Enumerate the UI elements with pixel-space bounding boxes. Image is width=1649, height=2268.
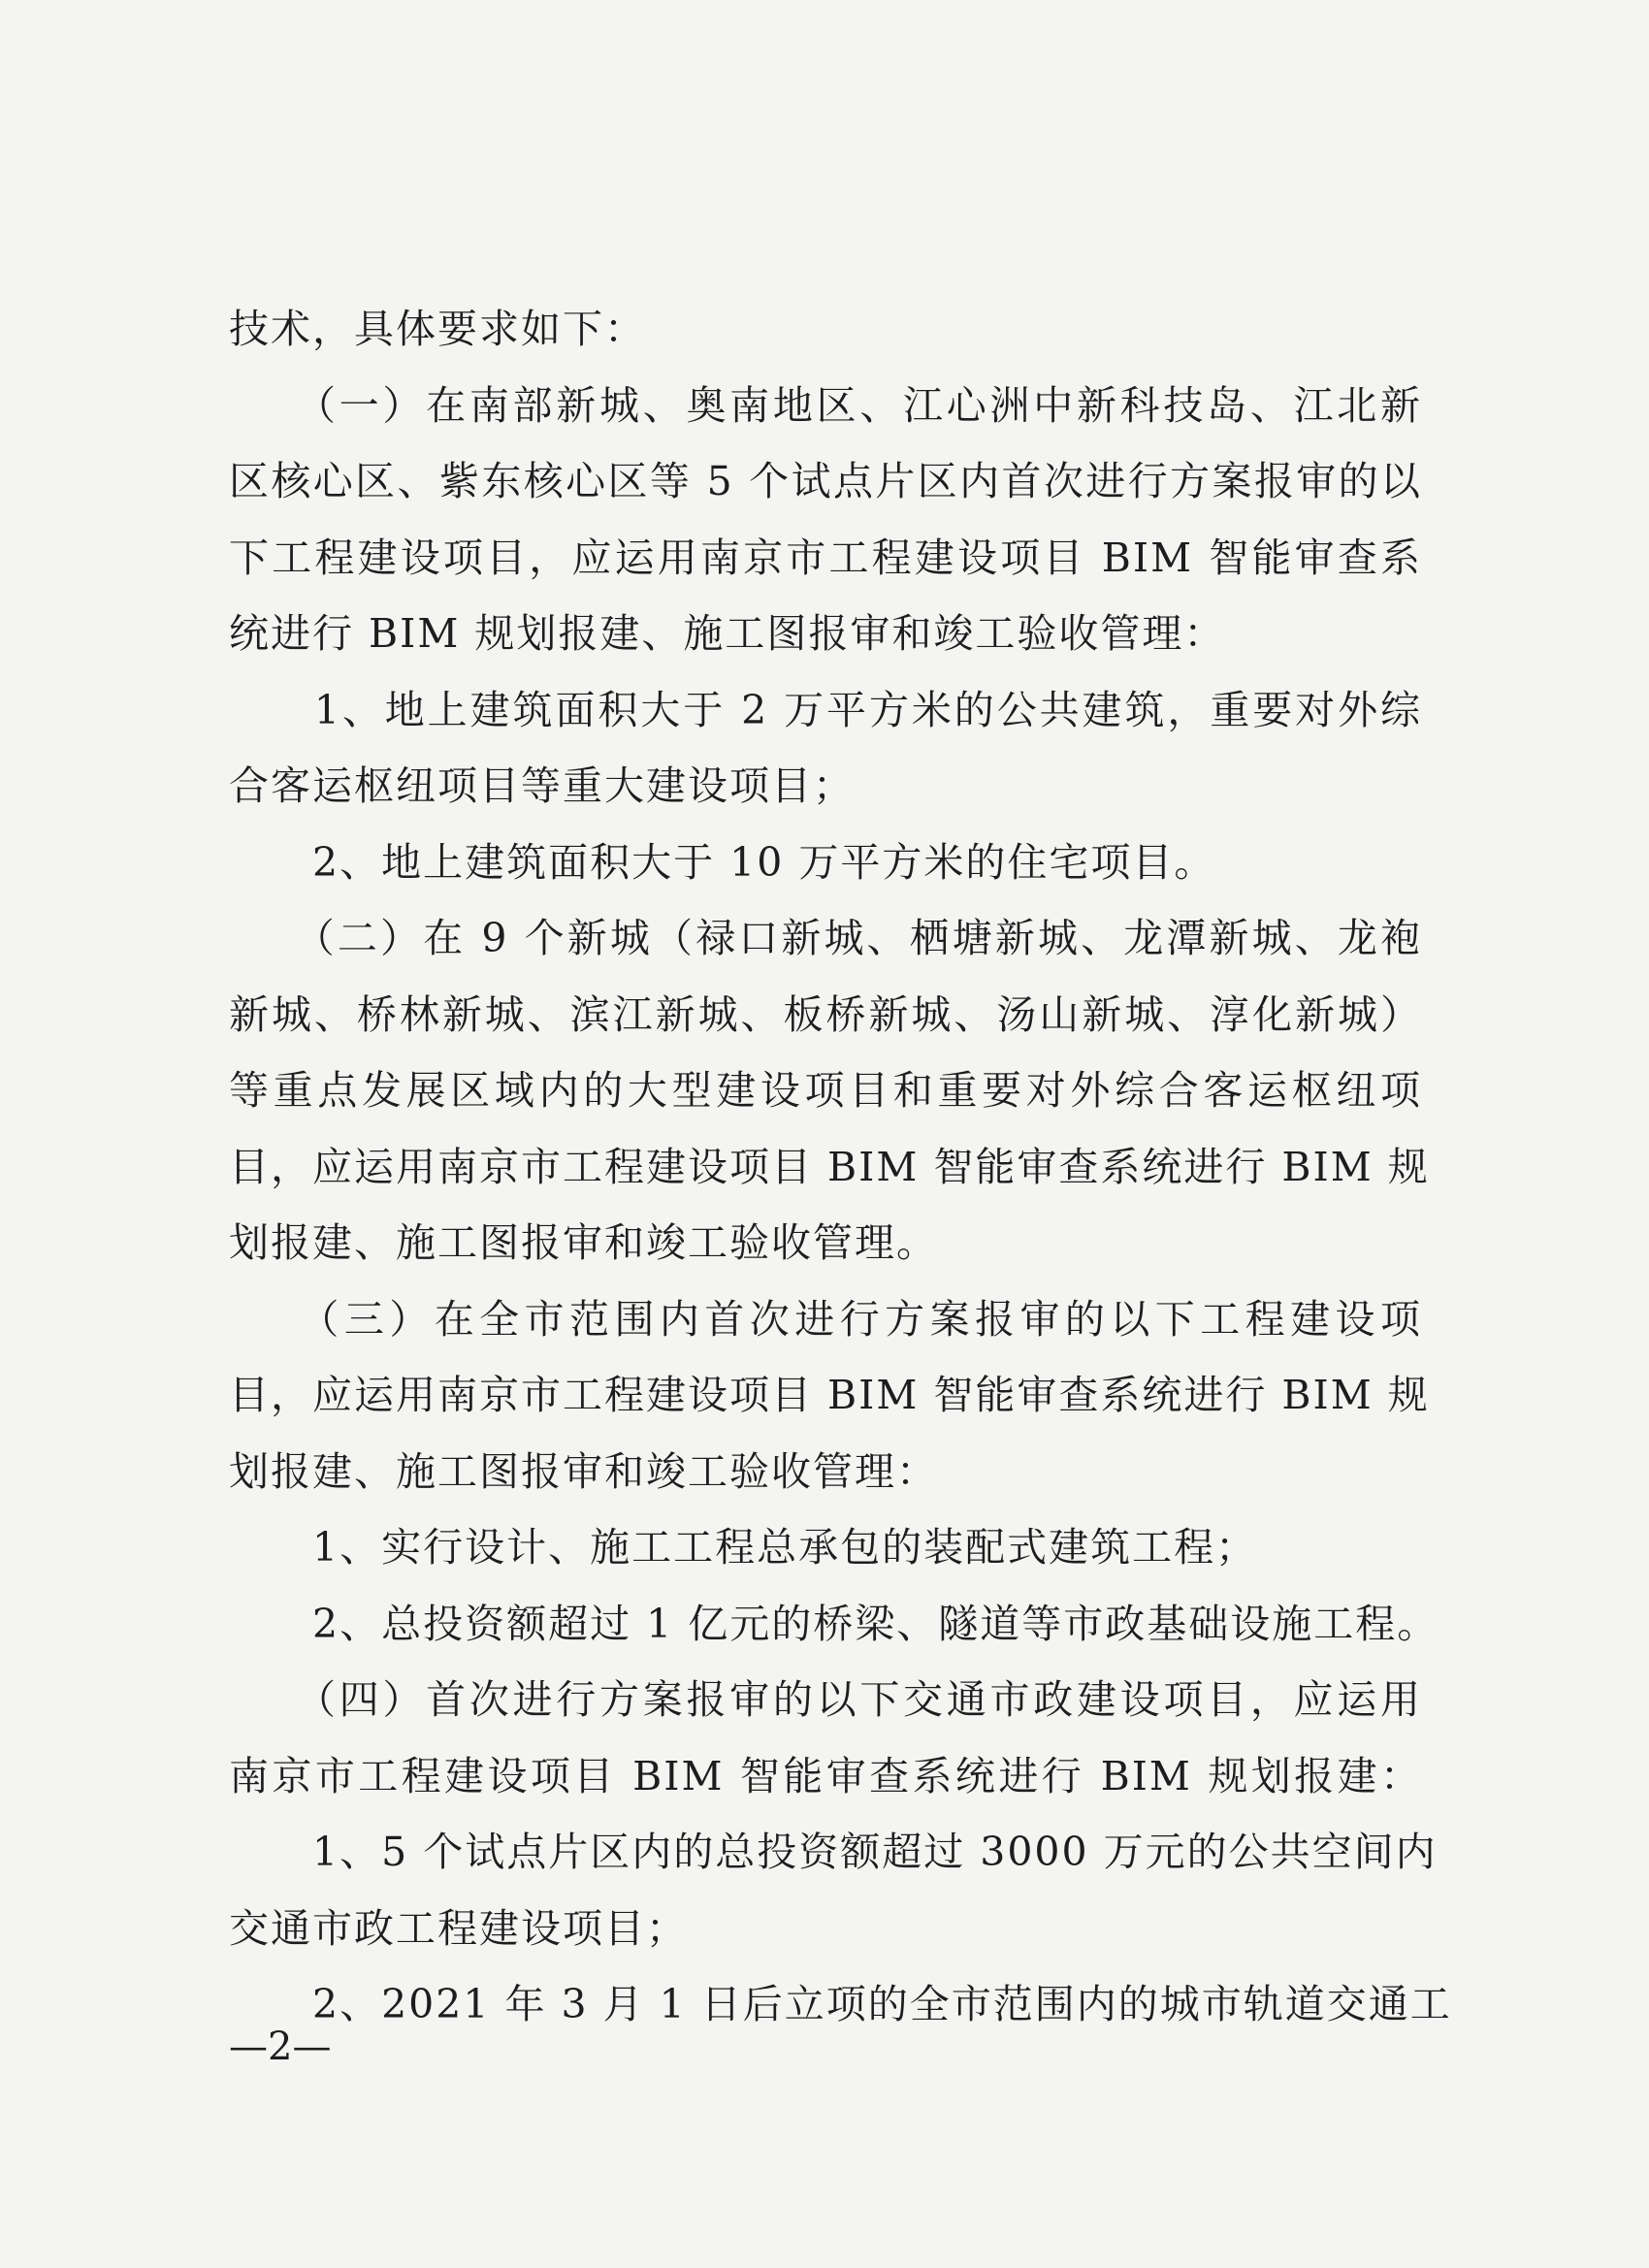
document-body (229, 291, 1452, 2043)
text-line: 南京市工程建设项目 BIM 智能审查系统进行 BIM 规划报建： (229, 1752, 1422, 1799)
text-line: 1、5 个试点片区内的总投资额超过 3000 万元的公共空间内 (229, 1829, 1438, 1875)
text-line: 目，应运用南京市工程建设项目 BIM 智能审查系统进行 BIM 规 (229, 1372, 1430, 1418)
text-line: 划报建、施工图报审和竣工验收管理： (229, 1447, 938, 1495)
text-line: 2、2021 年 3 月 1 日后立项的全市范围内的城市轨道交通工 (229, 1981, 1452, 2027)
text-line: 技术，具体要求如下： (229, 306, 646, 352)
text-line: 交通市政工程建设项目； (229, 1904, 688, 1952)
text-line: 下工程建设项目，应运用南京市工程建设项目 BIM 智能审查系 (229, 534, 1422, 581)
text-line: 划报建、施工图报审和竣工验收管理。 (229, 1219, 938, 1266)
text-line: 1、实行设计、施工工程总承包的装配式建筑工程； (229, 1524, 1258, 1571)
text-line: （三）在全市范围内首次进行方案报审的以下工程建设项 (229, 1295, 1422, 1343)
text-line: 2、地上建筑面积大于 10 万平方米的住宅项目。 (229, 838, 1216, 886)
text-line: 统进行 BIM 规划报建、施工图报审和竣工验收管理： (229, 610, 1226, 657)
text-line: 目，应运用南京市工程建设项目 BIM 智能审查系统进行 BIM 规 (229, 1143, 1430, 1190)
text-line: 等重点发展区域内的大型建设项目和重要对外综合客运枢纽项 (229, 1067, 1422, 1114)
text-line: 2、总投资额超过 1 亿元的桥梁、隧道等市政基础设施工程。 (229, 1600, 1439, 1647)
text-line: （一）在南部新城、奥南地区、江心洲中新科技岛、江北新 (229, 381, 1422, 429)
text-line: 区核心区、紫东核心区等 5 个试点片区内首次进行方案报审的以 (229, 458, 1422, 504)
page-number: —2— (229, 2025, 332, 2069)
text-line: 新城、桥林新城、滨江新城、板桥新城、汤山新城、淳化新城） (229, 990, 1422, 1038)
text-line: （二）在 9 个新城（禄口新城、栖塘新城、龙潭新城、龙袍 (229, 915, 1422, 961)
text-line: 1、地上建筑面积大于 2 万平方米的公共建筑，重要对外综 (229, 686, 1422, 733)
text-line: （四）首次进行方案报审的以下交通市政建设项目，应运用 (229, 1676, 1422, 1723)
text-line: 合客运枢纽项目等重大建设项目； (229, 762, 855, 809)
